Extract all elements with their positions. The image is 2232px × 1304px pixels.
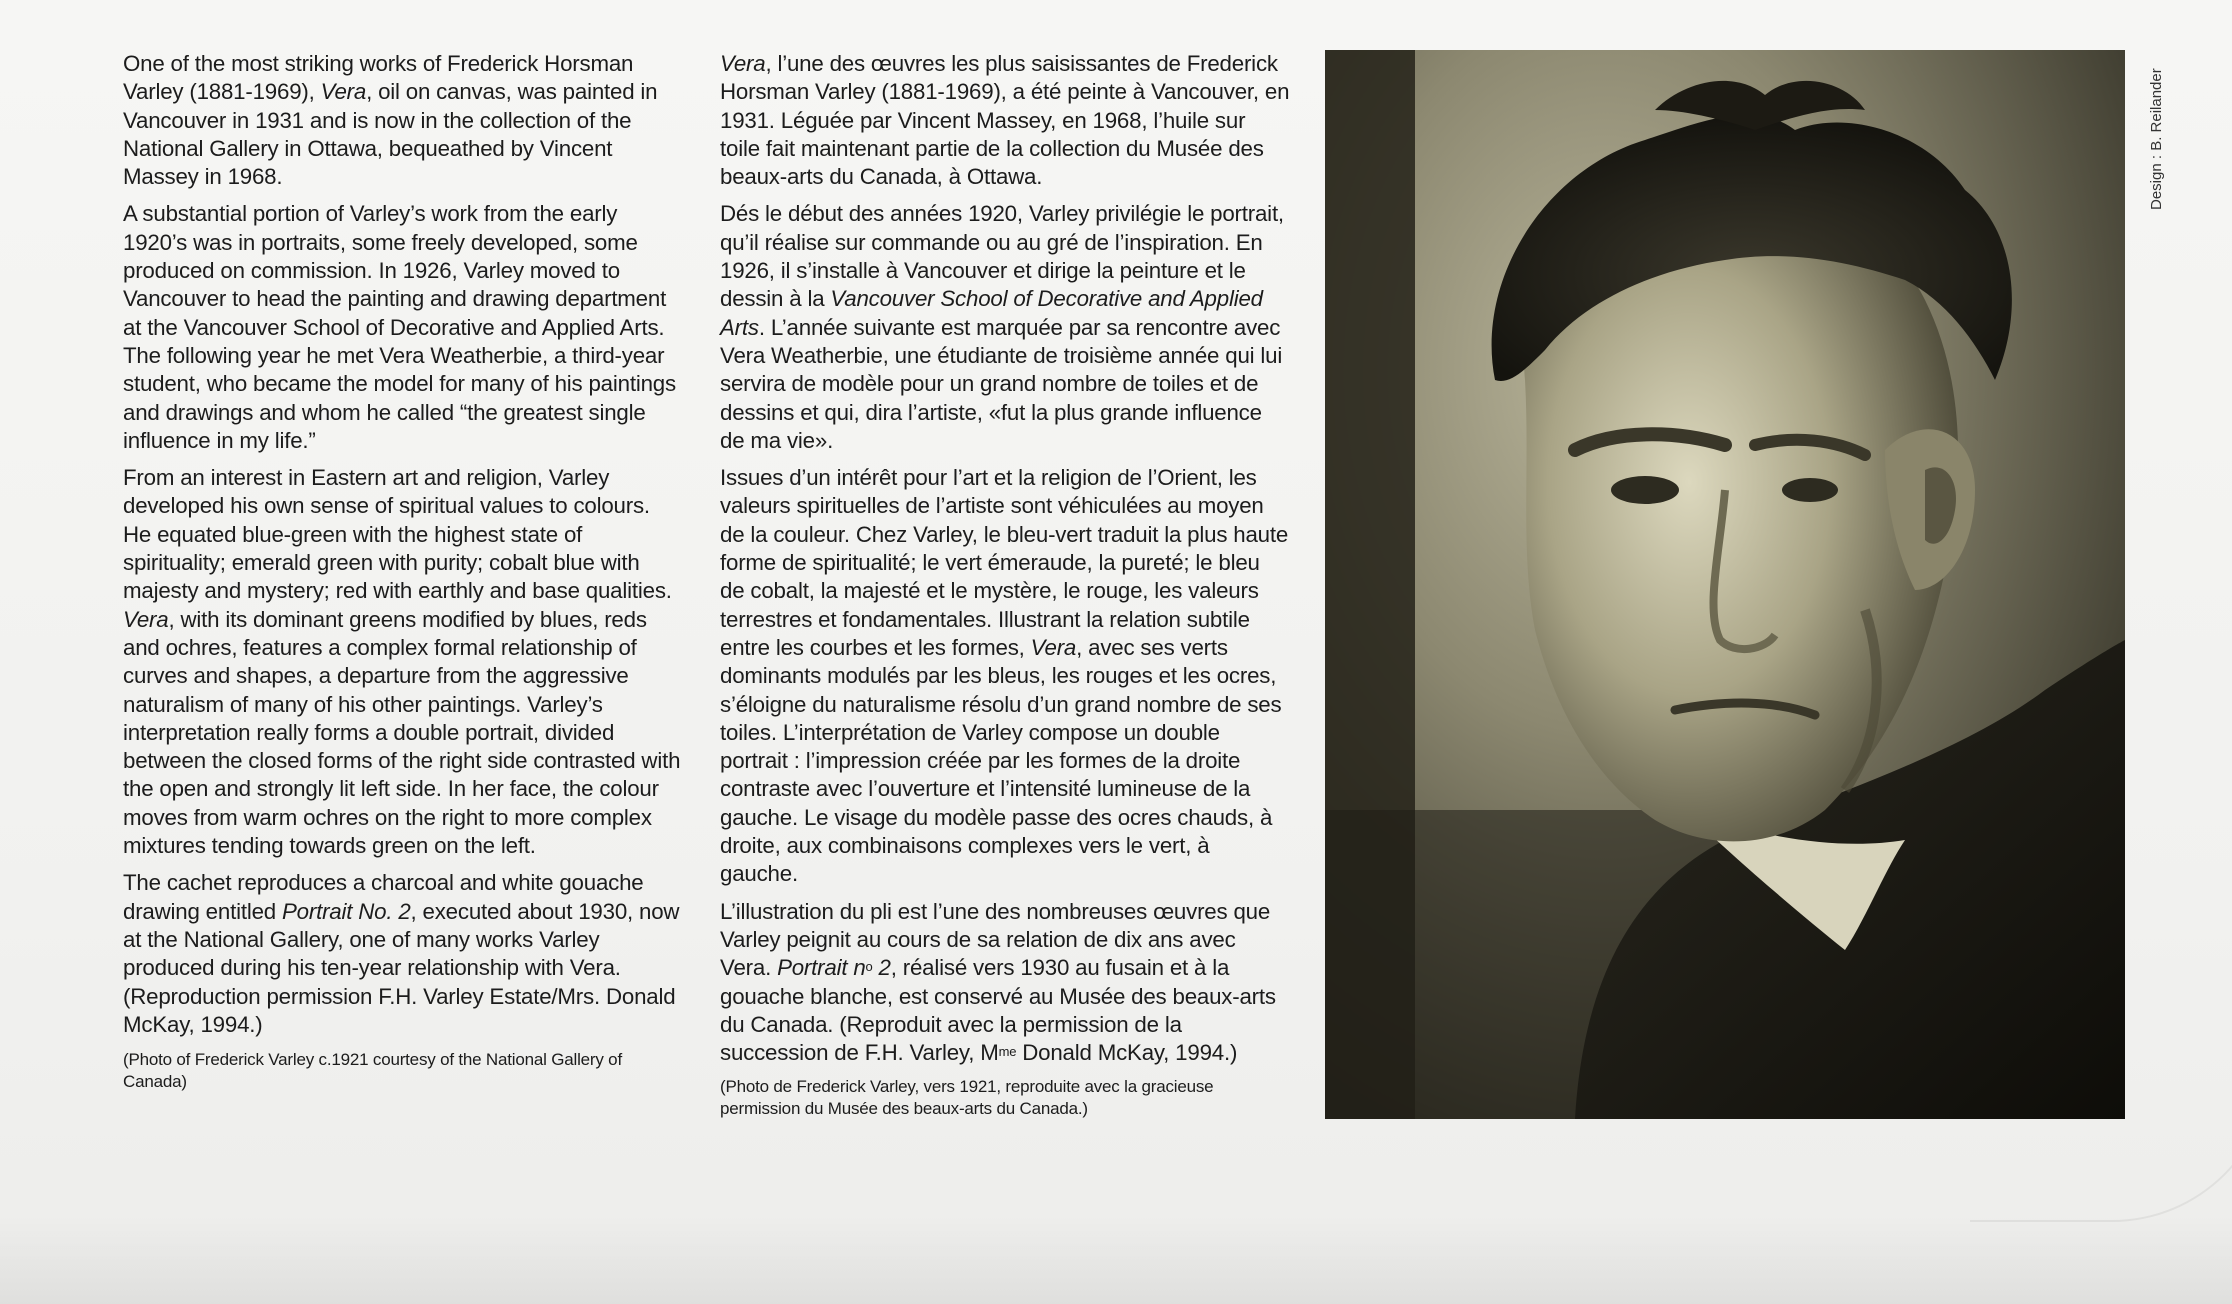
italic-title: Vera (1030, 634, 1077, 660)
portrait-photo-frederick-varley (1325, 50, 2125, 1119)
french-paragraph-2: Dés le début des années 1920, Varley privilégie le portrait, qu’il réalise sur commande ou au gré de l’inspiration. En 1926, il s’installe à Vancouver et dirige la peinture et le dessin à la Vancouver School of Decorative and Applied Arts. L’année suivante est marquée par sa rencontre avec Vera Weatherbie, une étudiante de troisième année qui lui servira de modèle pour un grand nombre de toiles et de dessins et qui, dira l’artiste, «fut la plus grande influence de ma vie». (720, 201, 1284, 453)
portrait-photo-illustration (1325, 50, 2125, 1119)
italic-title: Vera (320, 79, 367, 105)
italic-title: Portrait n (777, 955, 866, 981)
envelope-bottom-shadow (0, 1215, 2232, 1304)
italic-title: Vera (123, 606, 169, 632)
french-text-column (720, 50, 1290, 1129)
superscript: me (998, 1044, 1017, 1060)
french-paragraph-1: Vera, l’une des œuvres les plus saisissantes de Frederick Horsman Varley (1881-1969), a été peinte à Vancouver, en 1931. Léguée par Vincent Massey, en 1968, l’huile sur toile fait maintenant partie de la collection du Musée des beaux-arts du Canada, à Ottawa. (720, 51, 1290, 190)
english-paragraph-4: The cachet reproduces a charcoal and white gouache drawing entitled Portrait No. 2, executed about 1930, now at the National Gallery, one of many works Varley produced during his ten-year relationship with Vera. (Reproduction permission F.H. Varley Estate/Mrs. Donald McKay, 1994.) (123, 870, 680, 1037)
english-text-column (123, 50, 683, 1102)
italic-title: Vera (720, 51, 766, 76)
french-photo-credit: (Photo de Frederick Varley, vers 1921, reproduite avec la gracieuse permission du Musée des beaux-arts du Canada.) (720, 1077, 1214, 1119)
design-credit (2128, 50, 2165, 210)
english-paragraph-1: One of the most striking works of Frederick Horsman Varley (1881-1969), Vera, oil on canvas, was painted in Vancouver in 1931 and is now in the collection of the National Gallery in Ottawa, bequeathed by Vincent Massey in 1968. (123, 51, 658, 190)
english-paragraph-3: From an interest in Eastern art and religion, Varley developed his own sense of spiritual values to colours. He equated blue-green with the highest state of spirituality; emerald green with purity; cobalt blue with majesty and mystery; red with earthly and base qualities. Vera, with its dominant greens modified by blues, reds and ochres, features a complex formal relationship of curves and shapes, a departure from the aggressive naturalism of many of his other paintings. Varley’s interpretation really forms a double portrait, divided between the closed forms of the right side contrasted with the open and strongly lit left side. In her face, the colour moves from warm ochres on the right to more complex mixtures tending towards green on the left. (123, 465, 681, 859)
design-credit-text: Design : B. Reilander (2148, 68, 2165, 210)
superscript: o (865, 959, 873, 975)
french-paragraph-4: L’illustration du pli est l’une des nombreuses œuvres que Varley peignit au cours de sa relation de dix ans avec Vera. Portrait $n^o$ 2, réalisé vers 1930 au fusain et à la gouache blanche, est conservé au Musée des beaux-arts du Canada. (Reproduit avec la permission de la succession de F.H. Varley, $M^{me}$ Donald McKay, 1994.) (720, 898, 1276, 1066)
english-photo-credit: (Photo of Frederick Varley c.1921 courtesy of the National Gallery of Canada) (123, 1050, 622, 1092)
italic-title: Portrait No. 2 (281, 898, 411, 924)
french-paragraph-3: Issues d’un intérêt pour l’art et la religion de l’Orient, les valeurs spirituelles de l’artiste sont véhiculées au moyen de la couleur. Chez Varley, le bleu-vert traduit la plus haute forme de spiritualité; le vert émeraude, la pureté; le bleu de cobalt, la majesté et le mystère, le rouge, les valeurs terrestres et fondamentales. Illustrant la relation subtile entre les courbes et les formes, Vera, avec ses verts dominants modulés par les bleus, les rouges et les ocres, s’éloigne du naturalisme résolu d’un grand nombre de ses toiles. L’interprétation de Varley compose un double portrait : l’impression créée par les formes de la droite contraste avec l’ouverture et l’intensité lumineuse de la gauche. Le visage du modèle passe des ocres chauds, à droite, aux combinaisons complexes vers le vert, à gauche. (720, 465, 1289, 887)
italic-title: 2 (872, 955, 891, 981)
english-paragraph-2: A substantial portion of Varley’s work from the early 1920’s was in portraits, some freely developed, some produced on commission. In 1926, Varley moved to Vancouver to head the painting and drawing department at the Vancouver School of Decorative and Applied Arts. The following year he met Vera Weatherbie, a third-year student, who became the model for many of his paintings and drawings and whom he called “the greatest single influence in my life.” (123, 201, 676, 453)
italic-title: Vancouver School of Decorative and Applied Arts (720, 286, 1263, 340)
